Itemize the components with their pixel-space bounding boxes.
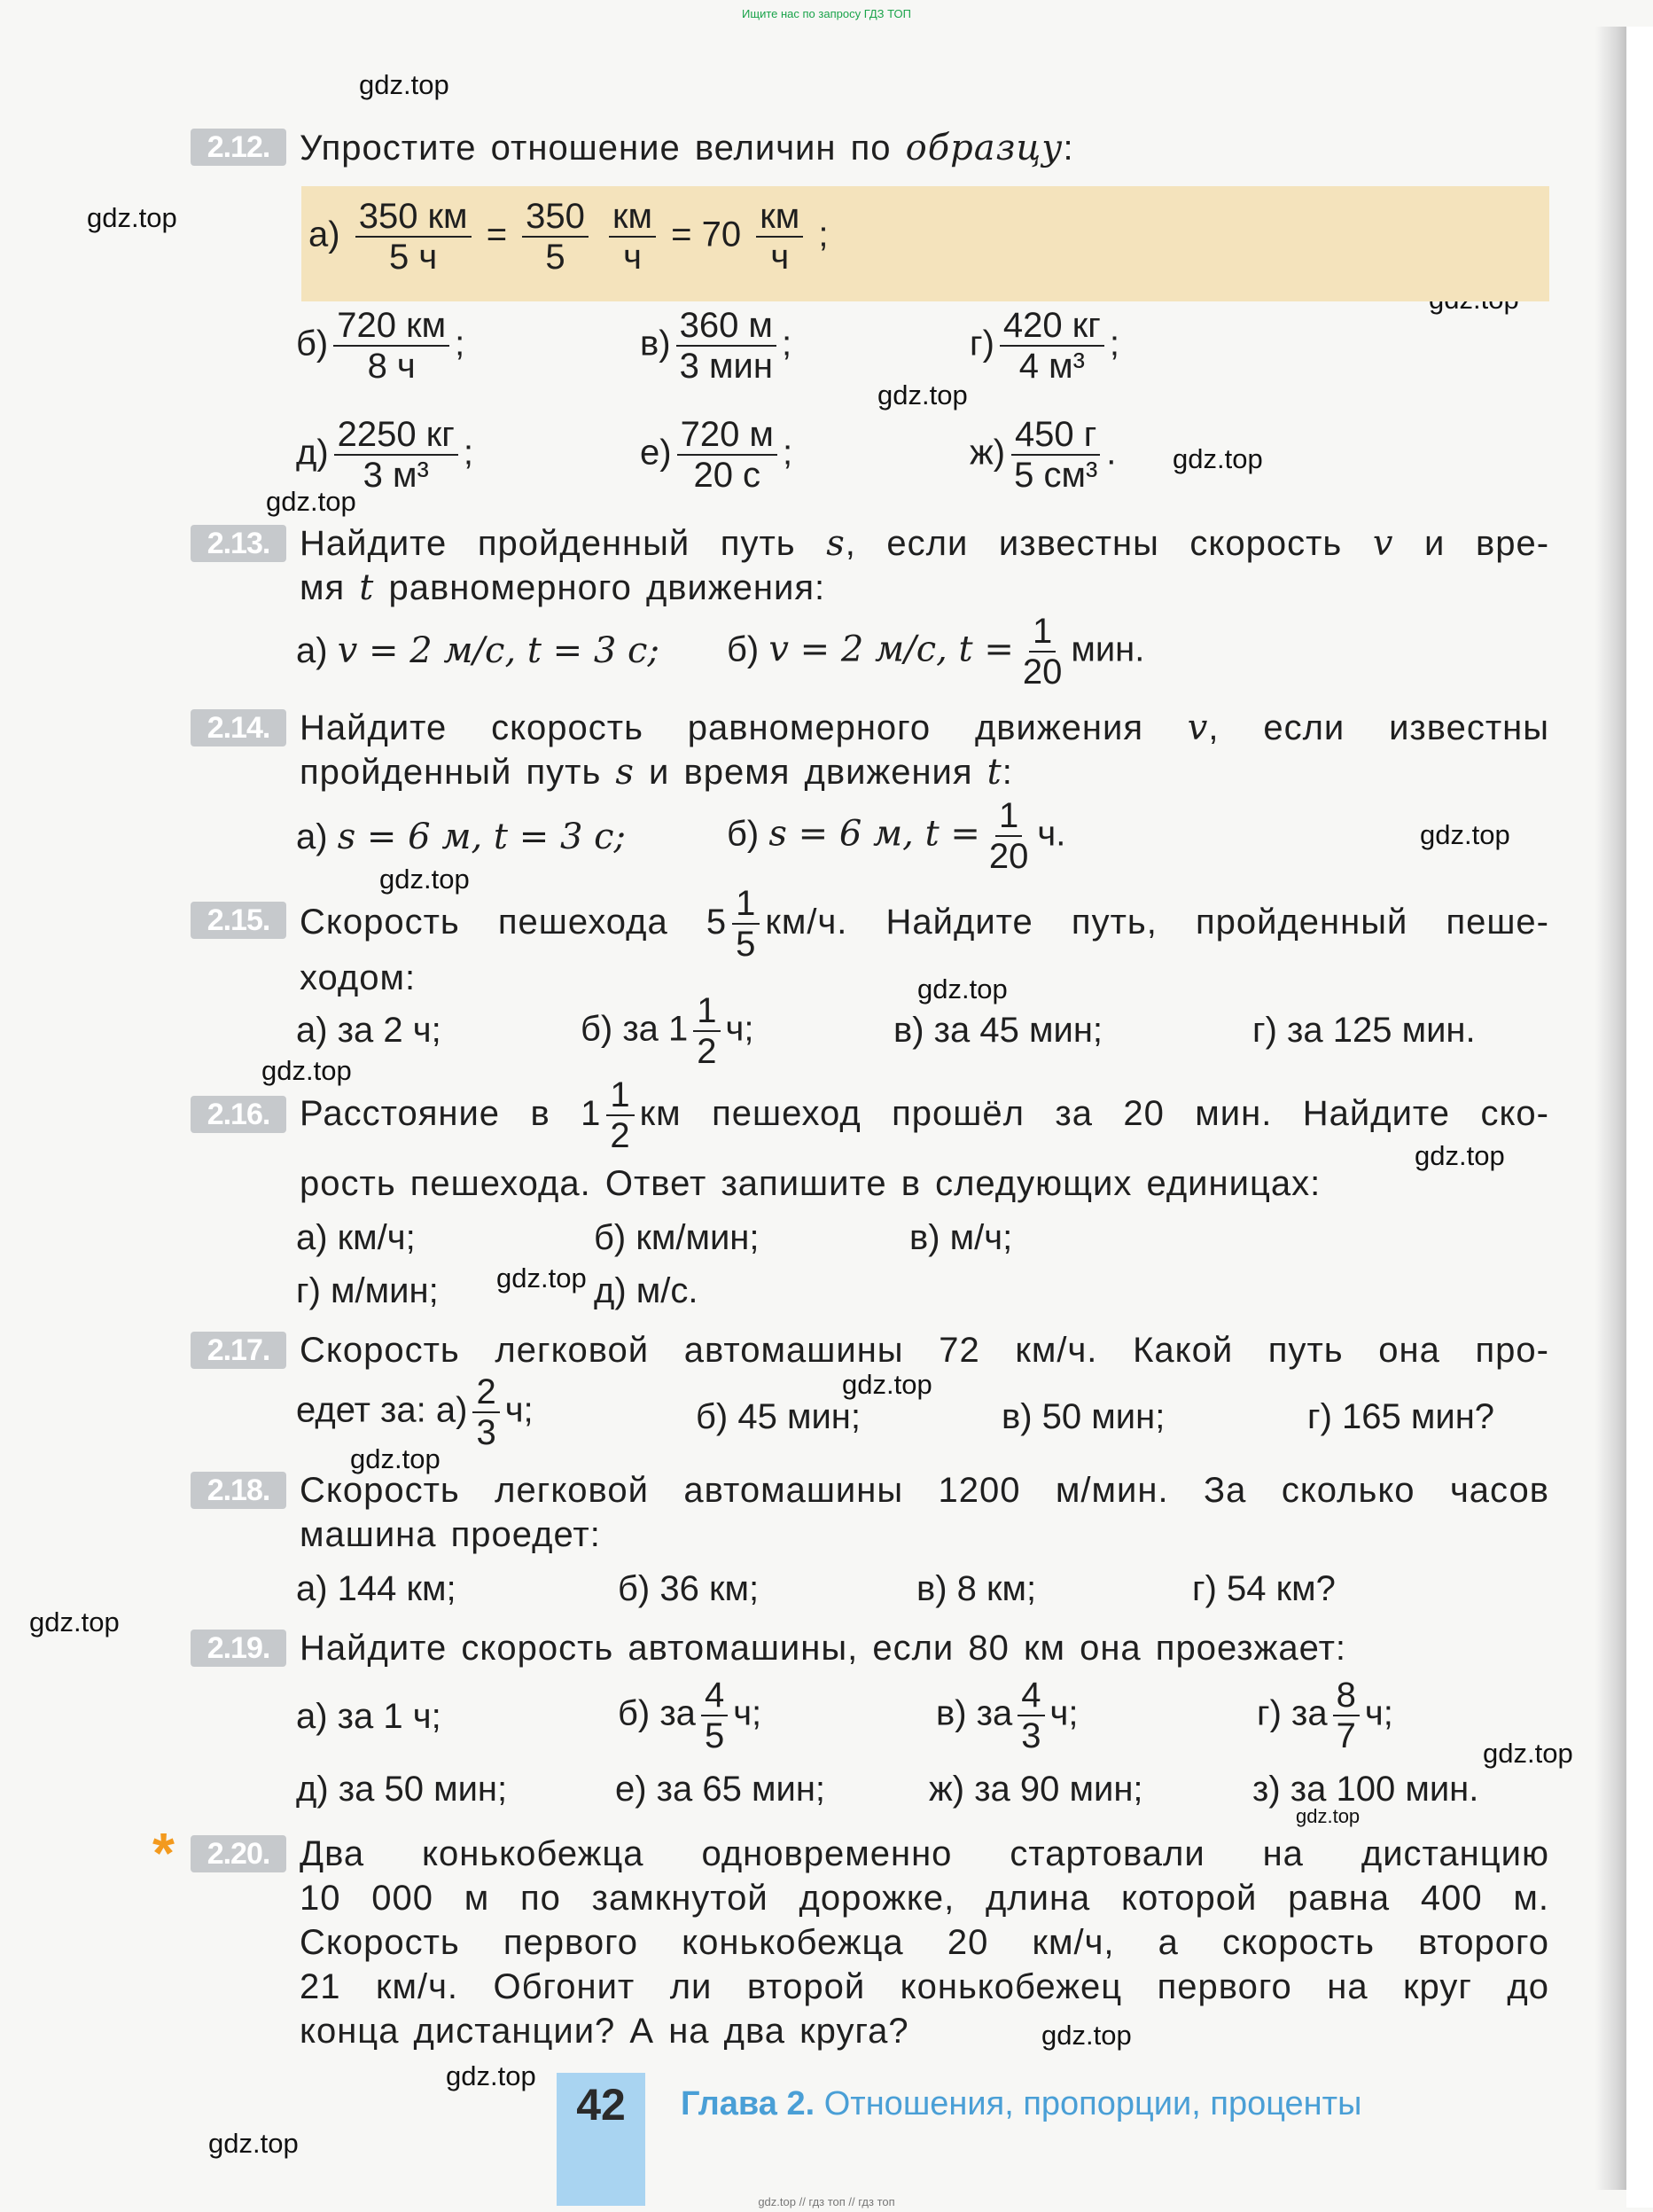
- subitem-b: б) s = 6 м, t = $\frac{1}{20}$ ч.: [727, 796, 1066, 876]
- subitem-e: е) за 65 мин;: [615, 1770, 826, 1809]
- chapter-title: Глава 2. Отношения, пропорции, проценты: [681, 2085, 1362, 2122]
- watermark: gdz.top: [1041, 2020, 1132, 2051]
- problem-text: едет за: а) $\frac{2}{3}$ ч;: [296, 1372, 534, 1452]
- subitem-a: а) за 1 ч;: [296, 1697, 441, 1736]
- watermark: gdz.top: [1173, 443, 1263, 474]
- subitem-v: в) м/ч;: [909, 1218, 1013, 1257]
- subitem-e: е) $\frac{720 м}{20 с}$ ;: [640, 415, 793, 495]
- problem-text: Упростите отношение величин по образцу:: [300, 128, 1074, 168]
- watermark: gdz.top: [29, 1606, 120, 1638]
- problem-number: 2.13.: [191, 525, 286, 562]
- subitem-g: г) м/мин;: [296, 1271, 439, 1310]
- subitem-g: г) 165 мин?: [1307, 1397, 1495, 1436]
- subitem-a: а) s = 6 м, t = 3 с;: [296, 817, 626, 857]
- subitem-g: г) за $\frac{8}{7}$ ч;: [1257, 1676, 1393, 1755]
- problem-text: Два конькобежца одновременно стартовали на дистанцию: [300, 1834, 1549, 1873]
- subitem-d: д) $\frac{2250 кг}{\text{3 м³}}$ ;: [296, 415, 473, 495]
- problem-text: машина проедет:: [300, 1515, 601, 1554]
- problem-text: конца дистанции? А на два круга?: [300, 2012, 909, 2051]
- subitem-b: б) за $\frac{4}{5}$ ч;: [618, 1676, 762, 1755]
- problem-text: Найдите скорость равномерного движения v, если известны: [300, 707, 1549, 748]
- problem-number: 2.14.: [191, 709, 286, 746]
- problem-text: Скорость первого конькобежца 20 км/ч, а скорость второго: [300, 1923, 1549, 1962]
- subitem-v: в) 50 мин;: [1002, 1397, 1166, 1436]
- page-spine-shadow: [1595, 27, 1631, 2190]
- problem-text: ходом:: [300, 958, 417, 997]
- subitem-a: а) км/ч;: [296, 1218, 416, 1257]
- subitem-a: а) v = 2 м/с, t = 3 с;: [296, 630, 659, 671]
- subitem-zh: ж) за 90 мин;: [929, 1770, 1143, 1809]
- problem-number: 2.15.: [191, 902, 286, 939]
- watermark: gdz.top: [266, 486, 356, 517]
- problem-number: 2.12.: [191, 129, 286, 166]
- watermark: gdz.top: [208, 2128, 299, 2159]
- subitem-b: б) 36 км;: [618, 1569, 760, 1608]
- subitem-g: г) за 125 мин.: [1252, 1011, 1476, 1050]
- subitem-v: в) $\frac{360 м}{\text{3 мин}}$ ;: [640, 306, 792, 386]
- footer-note: gdz.top // гдз топ // гдз топ: [758, 2195, 895, 2208]
- problem-text: мя t равномерного движения:: [300, 567, 826, 608]
- subitem-v: в) за 45 мин;: [893, 1011, 1103, 1050]
- problem-text: 10 000 м по замкнутой дорожке, длина которой равна 400 м.: [300, 1879, 1549, 1918]
- problem-text: Скорость легковой автомашины 1200 м/мин. За сколько часов: [300, 1471, 1549, 1510]
- subitem-a: а) 144 км;: [296, 1569, 456, 1608]
- subitem-b: б) за 1 $\frac{1}{2}$ ч;: [581, 991, 754, 1071]
- subitem-v: в) за $\frac{4}{3}$ ч;: [936, 1676, 1079, 1755]
- subitem-a: а) за 2 ч;: [296, 1011, 441, 1050]
- subitem-g: г) $\frac{420 кг}{\text{4 м³}}$ ;: [970, 306, 1119, 386]
- watermark: gdz.top: [379, 864, 470, 895]
- subitem-b: б) $\frac{720 км}{8 ч}$ ;: [296, 306, 465, 386]
- subitem-g: г) 54 км?: [1192, 1569, 1336, 1608]
- problem-text: пройденный путь s и время движения t:: [300, 752, 1013, 793]
- watermark: gdz.top: [917, 973, 1008, 1004]
- problem-number: 2.16.: [191, 1096, 286, 1133]
- header-note: Ищите нас по запросу ГДЗ ТОП: [742, 7, 911, 20]
- star-icon: *: [152, 1821, 175, 1885]
- watermark: gdz.top: [877, 379, 968, 410]
- watermark: gdz.top: [359, 69, 449, 100]
- problem-number: 2.18.: [191, 1472, 286, 1509]
- watermark: gdz.top: [1483, 1738, 1573, 1769]
- watermark: gdz.top: [1420, 819, 1510, 850]
- subitem-b: б) 45 мин;: [696, 1397, 861, 1436]
- subitem-v: в) 8 км;: [916, 1569, 1037, 1608]
- watermark: gdz.top: [261, 1055, 352, 1086]
- problem-text: 21 км/ч. Обгонит ли второй конькобежец первого на круг до: [300, 1967, 1549, 2006]
- watermark: gdz.top: [350, 1443, 441, 1474]
- watermark: gdz.top: [496, 1262, 587, 1294]
- subitem-d: д) за 50 мин;: [296, 1770, 508, 1809]
- watermark: gdz.top: [842, 1369, 932, 1400]
- subitem-zh: ж) $\frac{450 г}{\text{5 см³}}$ .: [970, 415, 1117, 495]
- problem-number: 2.20.: [191, 1835, 286, 1872]
- problem-text: Найдите пройденный путь s, если известны скорость v и вре-: [300, 523, 1550, 564]
- problem-number: 2.19.: [191, 1630, 286, 1667]
- subitem-b: б) v = 2 м/с, t = $\frac{1}{20}$ мин.: [727, 612, 1145, 692]
- subitem-d: д) м/с.: [594, 1271, 698, 1310]
- problem-text: Скорость легковой автомашины 72 км/ч. Какой путь она про-: [300, 1331, 1549, 1370]
- watermark: gdz.top: [1296, 1805, 1361, 1827]
- problem-text: Скорость пешехода 5 $\frac{1}{5}$ км/ч. Найдите путь, пройденный пеше-: [300, 884, 1550, 965]
- problem-text: Расстояние в 1 $\frac{1}{2}$ км пешеход прошёл за 20 мин. Найдите ско-: [300, 1075, 1549, 1156]
- watermark: gdz.top: [87, 202, 177, 233]
- subitem-b: б) км/мин;: [594, 1218, 760, 1257]
- problem-number: 2.17.: [191, 1332, 286, 1369]
- watermark: gdz.top: [1415, 1140, 1505, 1171]
- sample-example: а) $\frac{350 км}{5 ч}$ = $\frac{350}{5}$ $\frac{км}{ч}$ = 70 $\frac{км}{ч}$ ;: [308, 197, 829, 277]
- problem-text: Найдите скорость автомашины, если 80 км она проезжает:: [300, 1629, 1347, 1668]
- page-number: 42: [576, 2080, 626, 2130]
- subitem-z: з) за 100 мин.: [1252, 1770, 1479, 1809]
- page-edge: [1626, 27, 1653, 2208]
- problem-text: рость пешехода. Ответ запишите в следующих единицах:: [300, 1164, 1322, 1203]
- watermark: gdz.top: [446, 2060, 536, 2091]
